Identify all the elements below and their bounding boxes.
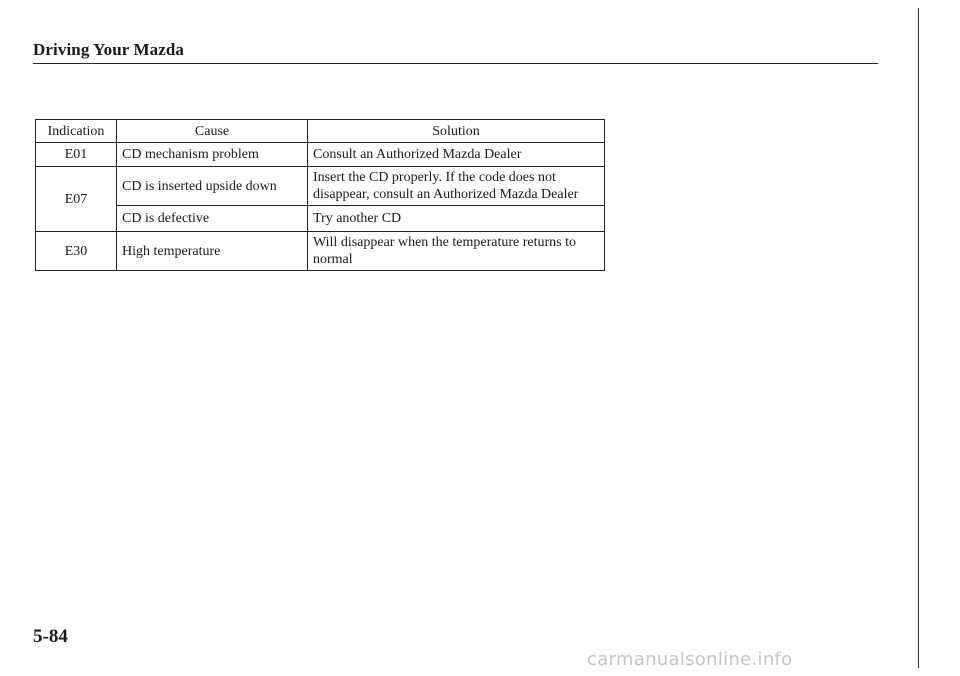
section-title: Driving Your Mazda — [33, 40, 185, 59]
page-number: 5-84 — [33, 626, 68, 647]
table-row — [36, 232, 605, 271]
header-indication: Indication — [36, 120, 117, 143]
cause-cell: CD is defective — [117, 206, 308, 232]
indication-code: E30 — [36, 232, 117, 271]
cause-cell: High temperature — [117, 232, 308, 271]
page-edge-rule — [918, 8, 919, 668]
table-row — [36, 167, 605, 206]
table-row — [36, 206, 605, 232]
table-row — [36, 143, 605, 167]
header-cause: Cause — [117, 120, 308, 143]
solution-cell: Consult an Authorized Mazda Dealer — [308, 143, 605, 167]
indication-code: E01 — [36, 143, 117, 167]
solution-cell: Insert the CD properly. If the code does not disappear, consult an Authorized Mazda Dealer — [308, 167, 605, 206]
cd-error-table — [35, 119, 605, 271]
header-solution: Solution — [308, 120, 605, 143]
table-header-row — [36, 120, 605, 143]
solution-cell: Will disappear when the temperature returns to normal — [308, 232, 605, 271]
header-divider — [33, 63, 878, 64]
cause-cell: CD is inserted upside down — [117, 167, 308, 206]
watermark-text: carmanualsonline.info — [587, 649, 793, 670]
cause-cell: CD mechanism problem — [117, 143, 308, 167]
indication-code: E07 — [36, 167, 117, 232]
solution-cell: Try another CD — [308, 206, 605, 232]
